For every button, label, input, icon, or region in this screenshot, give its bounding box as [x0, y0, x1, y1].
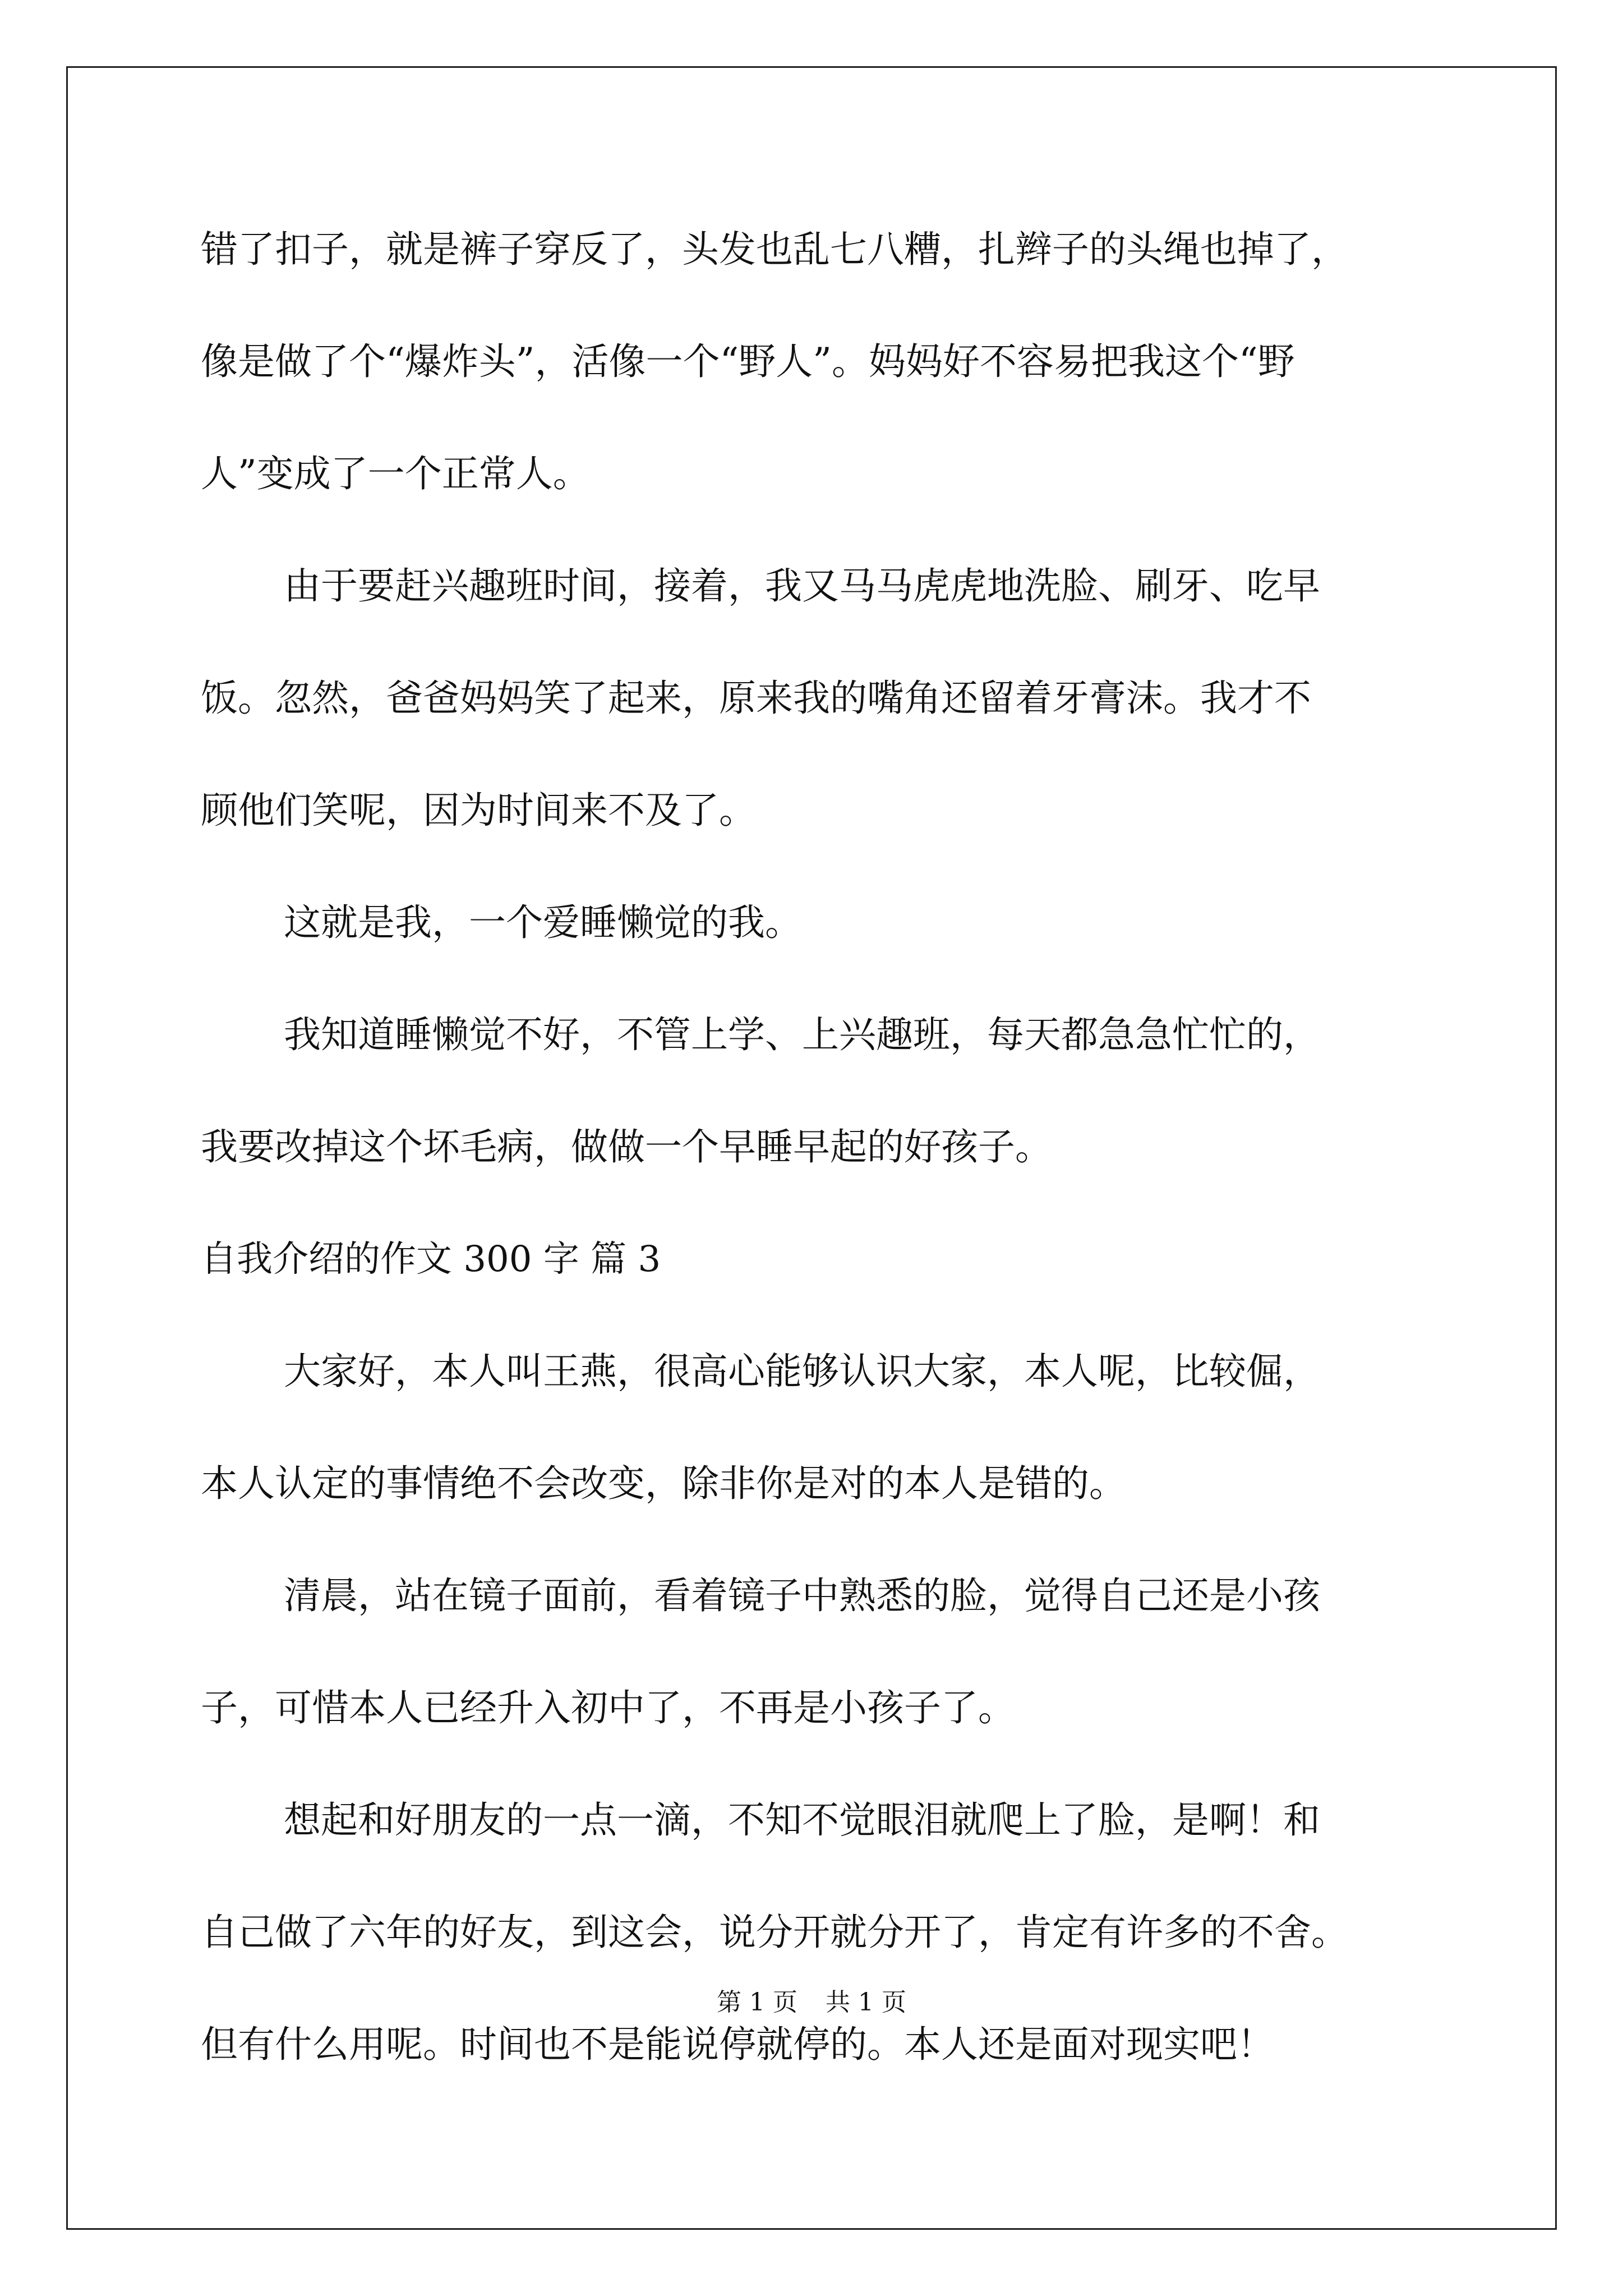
text-line-11: 大家好，本人叫王燕，很高心能够认识大家，本人呢，比较倔， — [284, 1350, 1320, 1393]
text-line-3: 人”变成了一个正常人。 — [201, 452, 590, 495]
text-line-2: 像是做了个“爆炸头”，活像一个“野人”。妈妈好不容易把我这个“野 — [201, 340, 1295, 383]
text-line-16: 自己做了六年的好友，到这会，说分开就分开了，肯定有许多的不舍。 — [201, 1911, 1348, 1954]
text-line-17: 但有什么用呢。时间也不是能说停就停的。本人还是面对现实吧！ — [201, 2023, 1274, 2066]
text-line-6: 顾他们笑呢，因为时间来不及了。 — [201, 789, 756, 832]
text-line-5: 饭。忽然，爸爸妈妈笑了起来，原来我的嘴角还留着牙膏沫。我才不 — [201, 677, 1311, 720]
section-heading: 自我介绍的作文 300 字 篇 3 — [201, 1239, 661, 1280]
text-line-9: 我要改掉这个坏毛病，做做一个早睡早起的好孩子。 — [201, 1125, 1052, 1168]
page-number-total: 共 1 页 — [826, 1988, 906, 2017]
text-line-1: 错了扣子，就是裤子穿反了，头发也乱七八糟，扎辫子的头绳也掉了， — [201, 228, 1348, 271]
document-body — [201, 194, 1446, 2101]
text-line-8: 我知道睡懒觉不好，不管上学、上兴趣班，每天都急急忙忙的， — [284, 1013, 1320, 1056]
text-line-13: 清晨，站在镜子面前，看着镜子中熟悉的脸，觉得自己还是小孩 — [284, 1574, 1320, 1617]
text-line-7: 这就是我，一个爱睡懒觉的我。 — [284, 901, 802, 944]
text-line-12: 本人认定的事情绝不会改变，除非你是对的本人是错的。 — [201, 1462, 1126, 1505]
page-number-current: 第 1 页 — [717, 1988, 797, 2017]
text-line-14: 子，可惜本人已经升入初中了，不再是小孩子了。 — [201, 1686, 1015, 1729]
text-line-4: 由于要赶兴趣班时间，接着，我又马马虎虎地洗脸、刷牙、吃早 — [284, 564, 1320, 608]
page-footer — [0, 1986, 1623, 2019]
text-line-15: 想起和好朋友的一点一滴，不知不觉眼泪就爬上了脸，是啊！和 — [284, 1798, 1320, 1842]
